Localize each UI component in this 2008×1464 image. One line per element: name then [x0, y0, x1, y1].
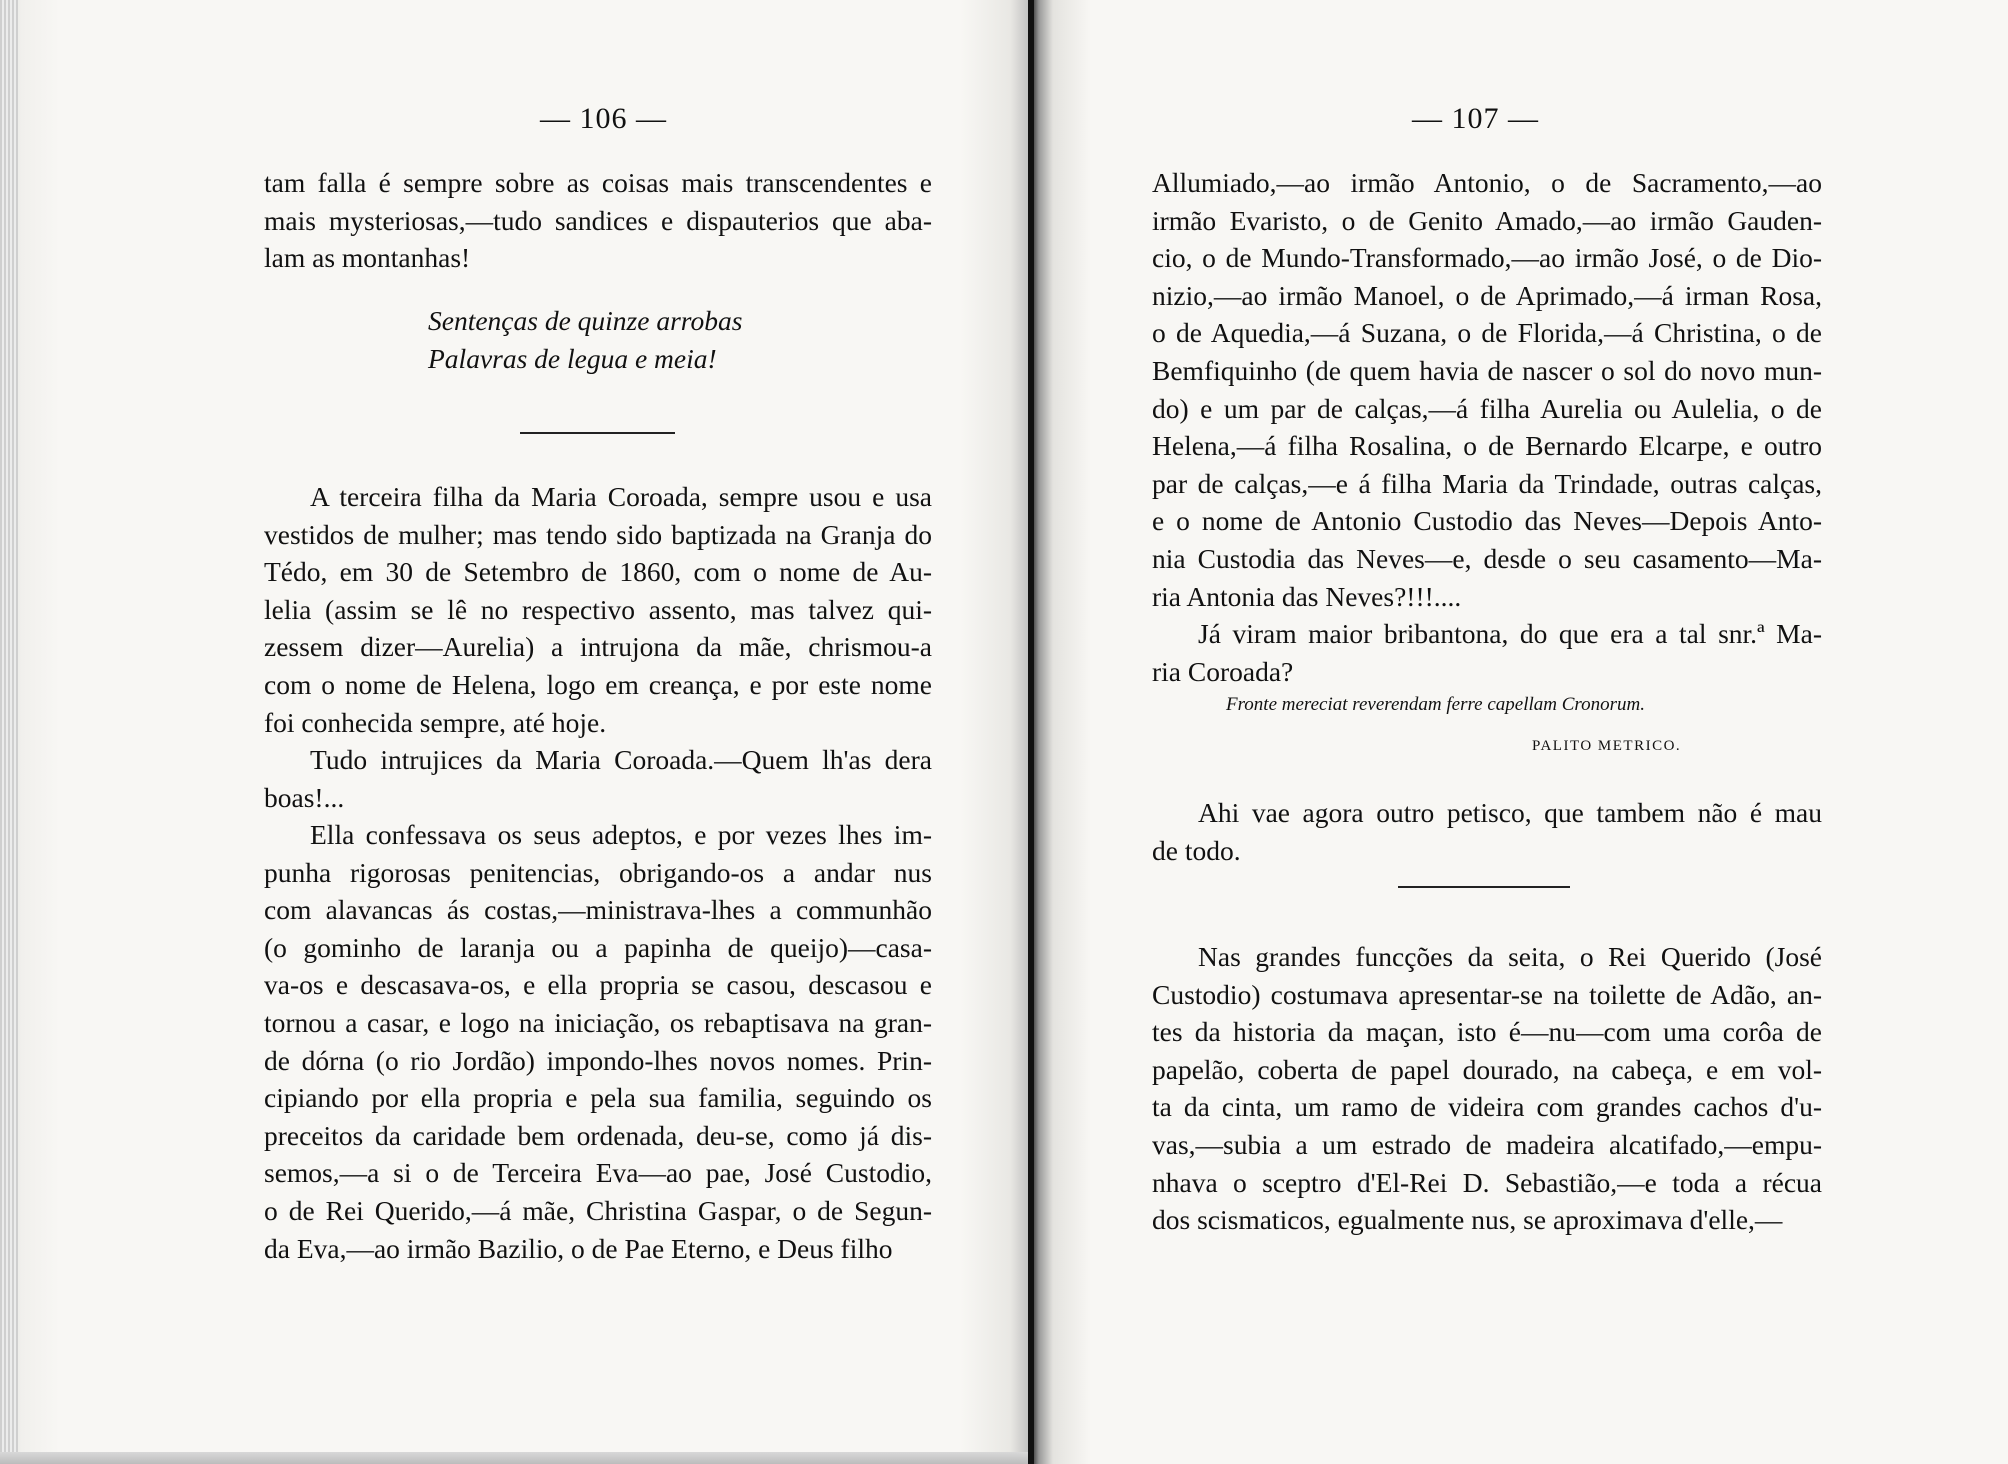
text-line: e o nome de Antonio Custodio das Neves—Depois Anto- — [1152, 505, 1822, 537]
text-line: lam as montanhas! — [264, 242, 471, 274]
text-line: Ella confessava os seus adeptos, e por vezes lhes im- — [310, 819, 932, 850]
text-line: par de calças,—e á filha Maria da Trindade, outras calças, — [1152, 467, 1822, 499]
text-line: ta da cinta, um ramo de videira com grandes cachos d'u- — [1152, 1091, 1822, 1123]
book-gutter — [1028, 0, 1034, 1464]
text-line: tes da historia da maçan, isto é—nu—com uma corôa de — [1152, 1016, 1822, 1048]
epigraph-source: PALITO METRICO. — [1532, 738, 1682, 754]
text-line: vas,—subia a um estrado de madeira alcatifado,—empu- — [1152, 1128, 1822, 1160]
text-line: papelão, coberta de papel dourado, na cabeça, e em vol- — [1152, 1053, 1822, 1085]
text-line: cipiando por ella propria e pela sua familia, seguindo os — [264, 1082, 932, 1114]
text-line: boas!... — [264, 781, 345, 813]
page-number-left: — 106 — — [540, 102, 667, 135]
text-line: da Eva,—ao irmão Bazilio, o de Pae Eterno, e Deus filho — [264, 1232, 893, 1264]
text-line: A terceira filha da Maria Coroada, sempre usou e usa — [310, 481, 932, 512]
text-line: Já viram maior bribantona, do que era a tal snr.ª Ma- — [1198, 618, 1822, 649]
text-line: de todo. — [1152, 834, 1241, 866]
text-line: vestidos de mulher; mas tendo sido baptizada na Granja do — [264, 518, 932, 550]
text-line: lelia (assim se lê no respectivo assento, mas talvez qui- — [264, 593, 932, 625]
page-edges — [0, 0, 18, 1464]
text-line: com alavancas ás costas,—ministrava-lhes a communhão — [264, 894, 932, 926]
text-line: va-os e descasava-os, e ella propria se casou, descasou e — [264, 969, 932, 1001]
epigraph-quote: Fronte mereciat reverendam ferre capellam Cronorum. — [1226, 694, 1645, 715]
text-line: Tédo, em 30 de Setembro de 1860, com o nome de Au- — [264, 556, 932, 588]
text-line: Allumiado,—ao irmão Antonio, o de Sacramento,—ao — [1152, 167, 1822, 198]
section-divider-right — [1398, 886, 1570, 888]
text-line: zessem dizer—Aurelia) a intrujona da mãe, chrismou-a — [264, 631, 932, 663]
right-paragraph-2 — [1152, 615, 1822, 690]
text-line: Custodio) costumava apresentar-se na toilette de Adão, an- — [1152, 978, 1822, 1010]
right-paragraph-4 — [1152, 938, 1822, 1239]
right-paragraph-1 — [1152, 164, 1822, 615]
text-line: tornou a casar, e logo na iniciação, os rebaptisava na gran- — [264, 1006, 932, 1038]
text-line: ria Antonia das Neves?!!!.... — [1152, 580, 1462, 612]
text-line: o de Aquedia,—á Suzana, o de Florida,—á Christina, o de — [1152, 317, 1822, 349]
text-line: Bemfiquinho (de quem havia de nascer o sol do novo mun- — [1152, 354, 1822, 386]
text-line: Tudo intrujices da Maria Coroada.—Quem lh'as dera — [310, 744, 932, 775]
left-paragraph-1 — [264, 478, 932, 741]
page-number-right: — 107 — — [1412, 102, 1539, 135]
text-line: o de Rei Querido,—á mãe, Christina Gaspar, o de Segun- — [264, 1194, 932, 1226]
text-line: irmão Evaristo, o de Genito Amado,—ao irmão Gauden- — [1152, 204, 1822, 236]
text-line: Helena,—á filha Rosalina, o de Bernardo Elcarpe, e outro — [1152, 430, 1822, 462]
text-line: Nas grandes funcções da seita, o Rei Querido (José — [1198, 941, 1822, 972]
text-line: com o nome de Helena, logo em creança, e por este nome — [264, 668, 932, 700]
left-paragraph-2 — [264, 741, 932, 816]
text-line: foi conhecida sempre, até hoje. — [264, 706, 607, 738]
bottom-page-edge — [0, 1452, 1031, 1464]
text-line: Ahi vae agora outro petisco, que tambem não é mau — [1198, 797, 1822, 828]
left-intro-lines — [264, 164, 932, 277]
text-line: preceitos da caridade bem ordenada, deu-se, como já dis- — [264, 1119, 932, 1151]
verse-line-2: Palavras de legua e meia! — [428, 343, 717, 374]
text-line: nia Custodia das Neves—e, desde o seu casamento—Ma- — [1152, 542, 1822, 574]
text-line: nhava o sceptro d'El-Rei D. Sebastião,—e toda a récua — [1152, 1166, 1822, 1198]
text-line: punha rigorosas penitencias, obrigando-os a andar nus — [264, 856, 932, 888]
text-line: de dórna (o rio Jordão) impondo-lhes novos nomes. Prin- — [264, 1044, 932, 1076]
verse-line-1: Sentenças de quinze arrobas — [428, 305, 743, 336]
section-divider-left — [520, 432, 675, 434]
text-line: cio, o de Mundo-Transformado,—ao irmão José, o de Dio- — [1152, 242, 1822, 274]
text-line: mais mysteriosas,—tudo sandices e dispauterios que aba- — [264, 204, 932, 236]
text-line: dos scismaticos, egualmente nus, se aproximava d'elle,— — [1152, 1204, 1783, 1236]
text-line: semos,—a si o de Terceira Eva—ao pae, José Custodio, — [264, 1157, 932, 1189]
text-line: (o gominho de laranja ou a papinha de queijo)—casa- — [264, 931, 932, 963]
text-line: tam falla é sempre sobre as coisas mais transcendentes e — [264, 167, 932, 198]
text-line: nizio,—ao irmão Manoel, o de Aprimado,—á irman Rosa, — [1152, 279, 1822, 311]
left-paragraph-3 — [264, 816, 932, 1267]
text-line: do) e um par de calças,—á filha Aurelia ou Aulelia, o de — [1152, 392, 1822, 424]
text-line: ria Coroada? — [1152, 655, 1294, 687]
right-paragraph-3 — [1152, 794, 1822, 869]
